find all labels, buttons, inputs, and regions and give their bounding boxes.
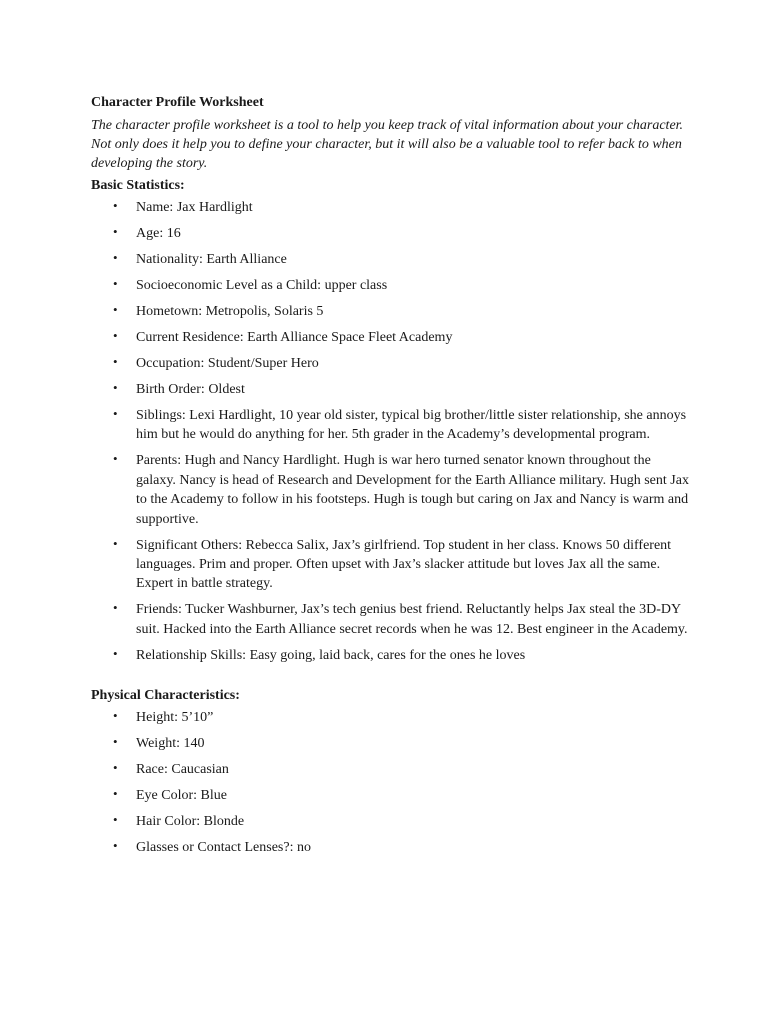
- list-item-text: Friends: Tucker Washburner, Jax’s tech genius best friend. Reluctantly helps Jax steal the 3D-DY suit. Hacked into the Earth Alliance secret records when he was 12. Best engineer in the Academy.: [136, 602, 688, 637]
- list-item-text: Occupation: Student/Super Hero: [136, 356, 319, 371]
- bullet-icon: •: [113, 785, 118, 801]
- list-item-text: Nationality: Earth Alliance: [136, 252, 287, 267]
- bullet-icon: •: [113, 837, 118, 853]
- list-item-text: Weight: 140: [136, 735, 205, 751]
- list-item: [91, 276, 691, 295]
- list-item-text: Relationship Skills: Easy going, laid back, cares for the ones he loves: [136, 647, 526, 663]
- bullet-icon: •: [113, 328, 118, 343]
- document-title: Character Profile Worksheet: [91, 95, 264, 110]
- list-item: [91, 760, 691, 779]
- list-item: [91, 812, 691, 831]
- list-item: [91, 198, 691, 217]
- list-item: [91, 451, 691, 529]
- worksheet-page: [91, 94, 691, 864]
- section-basic-statistics: [91, 177, 691, 665]
- list-item-text: Parents: Hugh and Nancy Hardlight. Hugh is war hero turned senator known throughout the galaxy. Nancy is head of Research and Development for the Earth Alliance military. Hugh sent Jax to the Academy to follow in his footsteps. Hugh is tough but caring on Jax and Nancy is warm and supportive.: [136, 453, 689, 527]
- list-item: [91, 380, 691, 399]
- bullet-icon: •: [113, 198, 118, 213]
- section-heading: Basic Statistics:: [91, 178, 185, 193]
- list-item-text: Glasses or Contact Lenses?: no: [136, 839, 311, 855]
- list-item-text: Current Residence: Earth Alliance Space Fleet Academy: [136, 330, 453, 345]
- list-item: [91, 786, 691, 805]
- list-item-text: Height: 5’10”: [136, 709, 214, 725]
- list-item-text: Age: 16: [136, 226, 181, 241]
- bullet-icon: •: [113, 380, 118, 395]
- bullet-icon: •: [113, 759, 118, 775]
- bullet-icon: •: [113, 406, 118, 421]
- bullet-icon: •: [113, 707, 118, 723]
- bullet-icon: •: [113, 302, 118, 317]
- list-item-text: Race: Caucasian: [136, 761, 229, 777]
- list-item-text: Name: Jax Hardlight: [136, 200, 253, 215]
- list-item: [91, 536, 691, 594]
- list-item: [91, 302, 691, 321]
- list-item-text: Hometown: Metropolis, Solaris 5: [136, 304, 324, 319]
- list-item: [91, 734, 691, 753]
- section-heading: Physical Characteristics:: [91, 687, 240, 703]
- list-item: [91, 354, 691, 373]
- bullet-icon: •: [113, 354, 118, 369]
- list-item: [91, 838, 691, 857]
- bullet-icon: •: [113, 600, 118, 616]
- bullet-icon: •: [113, 733, 118, 749]
- list-item: [91, 328, 691, 347]
- bullet-icon: •: [113, 224, 118, 239]
- bullet-icon: •: [113, 451, 118, 467]
- list-item: [91, 646, 691, 665]
- list-item-text: Hair Color: Blonde: [136, 813, 245, 829]
- list-item-text: Significant Others: Rebecca Salix, Jax’s girlfriend. Top student in her class. Knows 50 different languages. Prim and proper. Often upset with Jax’s slacker attitude but loves Jax all the same. Expert in battle strategy.: [136, 537, 672, 592]
- list-item-text: Siblings: Lexi Hardlight, 10 year old sister, typical big brother/little sister relationship, she annoys him but he would do anything for her. 5th grader in the Academy’s developmental program.: [136, 408, 687, 443]
- bullet-icon: •: [113, 250, 118, 265]
- bullet-icon: •: [113, 535, 118, 551]
- section-spacer: [91, 672, 691, 687]
- list-item: [91, 406, 691, 445]
- intro-paragraph: The character profile worksheet is a tool to help you keep track of vital information about your character. Not only does it help you to define your character, but it will also be a valuable tool to refer back to when developing the story.: [91, 118, 684, 171]
- bullet-list: [91, 708, 691, 857]
- list-item: [91, 600, 691, 639]
- section-physical-characteristics: [91, 687, 691, 857]
- bullet-icon: •: [113, 811, 118, 827]
- list-item-text: Eye Color: Blue: [136, 787, 227, 803]
- bullet-list: [91, 198, 691, 665]
- bullet-icon: •: [113, 645, 118, 661]
- bullet-icon: •: [113, 276, 118, 291]
- list-item: [91, 250, 691, 269]
- list-item-text: Birth Order: Oldest: [136, 382, 245, 397]
- list-item: [91, 708, 691, 727]
- list-item: [91, 224, 691, 243]
- list-item-text: Socioeconomic Level as a Child: upper class: [136, 278, 388, 293]
